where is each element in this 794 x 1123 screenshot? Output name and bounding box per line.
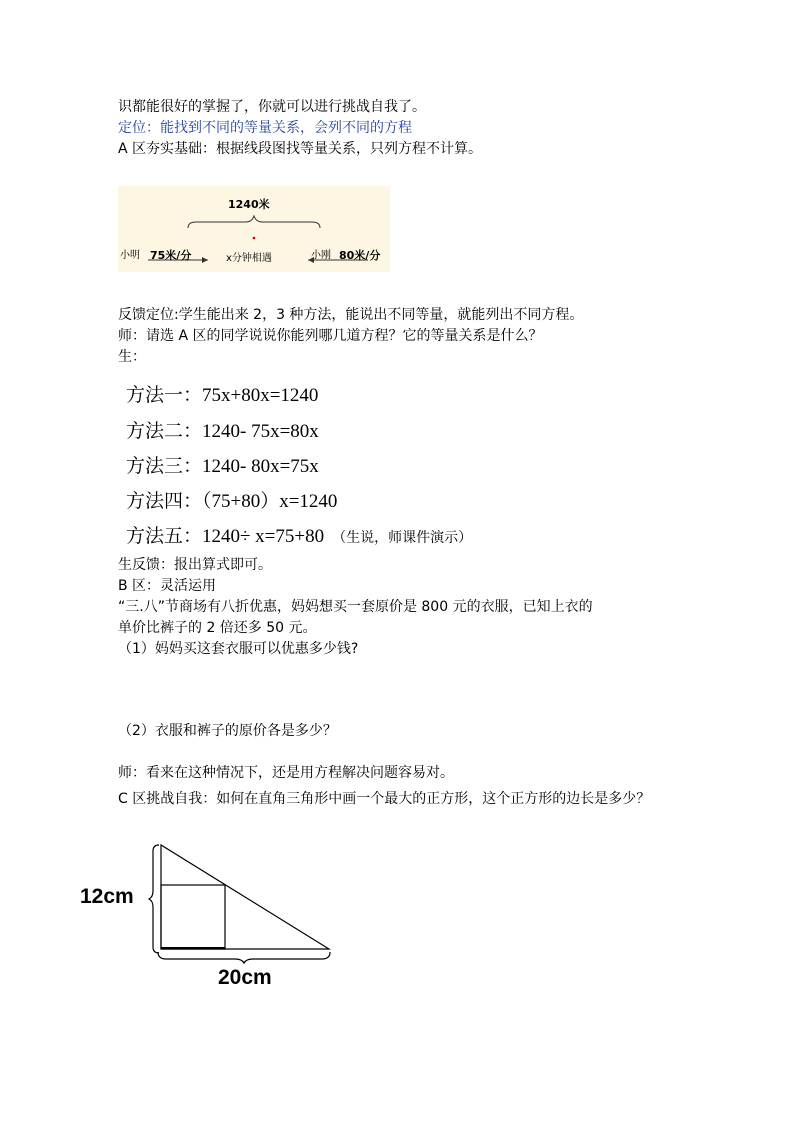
line-feedback: 反馈定位:学生能出来 2，3 种方法，能说出不同等量，就能列出不同方程。 (118, 307, 584, 323)
method-note: （生说，师课件演示） (332, 530, 473, 546)
line-problem-2: 单价比裤子的 2 倍还多 50 元。 (118, 620, 317, 636)
line-teacher-remark: 师：看来在这种情况下，还是用方程解决问题容易对。 (118, 765, 454, 781)
line-question-2: （2）衣服和裤子的原价各是多少？ (118, 723, 337, 739)
method-5-row (126, 521, 472, 548)
method-5: 方法五：1240÷ x=75+80 (126, 526, 325, 547)
line-problem-1: “三.八”节商场有八折优惠，妈妈想买一套原价是 800 元的衣服，已知上衣的 (118, 599, 593, 615)
height-label: 12cm (80, 885, 134, 908)
xiaogang-label: 小刚 (311, 250, 331, 261)
meet-time-label: x分钟相遇 (226, 253, 272, 264)
line-zone-c: C 区挑战自我：如何在直角三角形中画一个最大的正方形，这个正方形的边长是多少？ (118, 791, 651, 807)
method-2: 方法二：1240- 75x=80x (126, 421, 319, 442)
line-zone-a: A 区夯实基础：根据线段图找等量关系，只列方程不计算。 (118, 141, 483, 157)
line-positioning: 定位：能找到不同的等量关系，会列不同的方程 (118, 120, 412, 136)
line-question-1: （1）妈妈买这套衣服可以优惠多少钱? (118, 641, 359, 657)
line-teacher-question: 师：请选 A 区的同学说说你能列哪几道方程？它的等量关系是什么？ (118, 328, 543, 344)
line-zone-b: B 区：灵活运用 (118, 578, 217, 594)
xiaoming-speed: 75米/分 (150, 249, 192, 262)
xiaoming-label: 小明 (120, 250, 140, 261)
line-student-feedback: 生反馈：报出算式即可。 (118, 557, 272, 573)
line-segment-diagram (118, 186, 390, 272)
line-intro: 识都能很好的掌握了，你就可以进行挑战自我了。 (118, 99, 426, 115)
xiaogang-speed: 80米/分 (339, 249, 381, 262)
method-4: 方法四：（75+80）x=1240 (126, 491, 338, 512)
method-1: 方法一：75x+80x=1240 (126, 385, 319, 406)
line-student: 生： (118, 349, 146, 365)
method-3: 方法三：1240- 80x=75x (126, 456, 319, 477)
base-label: 20cm (218, 966, 272, 989)
total-distance-label: 1240米 (228, 198, 270, 211)
